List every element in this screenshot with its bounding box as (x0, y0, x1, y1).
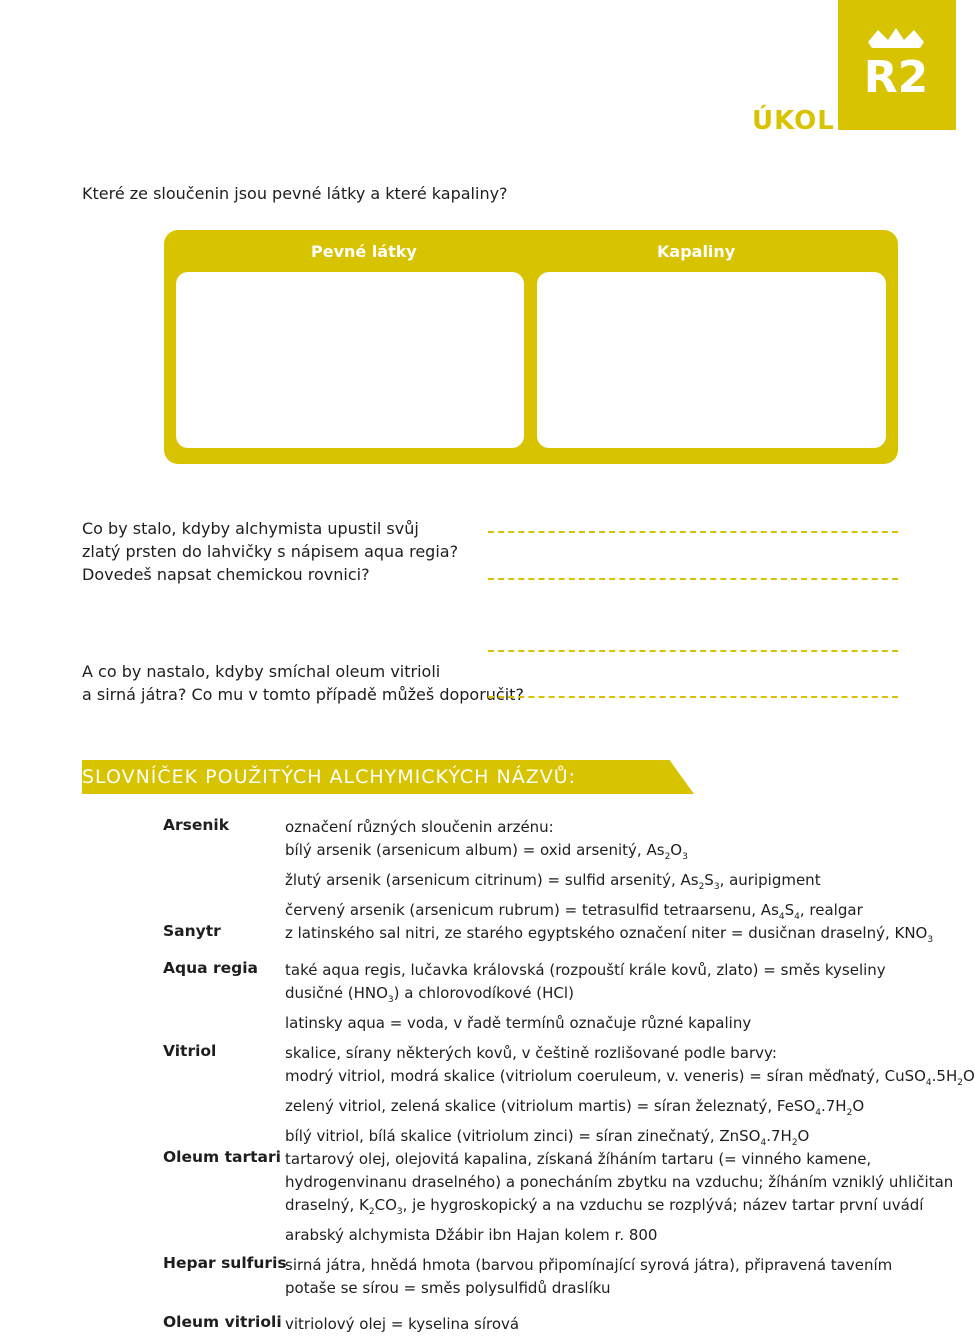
term-hepar-sulfuris: Hepar sulfuris (163, 1254, 287, 1272)
question-oleum (82, 660, 524, 706)
logo-text: R2 (863, 52, 929, 103)
definition-line: dusičné $(HNO_3)$ a chlorovodíkové (HCl) (285, 984, 574, 1005)
term-aqua-regia: Aqua regia (163, 959, 259, 977)
answer-line[interactable] (488, 650, 898, 652)
definition-line: zelený vitriol, zelená skalice (vitriolum martis) = síran železnatý, $FeSO_4.7H_2O$ (285, 1097, 865, 1118)
definition-line: hydrogenvinanu draselného) a ponecháním zbytku na vzduchu; žíháním vzniklý uhličitan (285, 1173, 954, 1191)
question-line: A co by nastalo, kdyby smíchal oleum vitrioli (82, 662, 441, 681)
definition-line: modrý vitriol, modrá skalice (vitriolum coeruleum, v. veneris) = síran měďnatý, $CuSO_4.5H_2O$ (285, 1067, 975, 1088)
definition-line: draselný, $K_2CO_3$, je hygroskopický a na vzduchu se rozplývá; název tartar první uvádí (285, 1196, 924, 1217)
definition-line: bílý vitriol, bílá skalice (vitriolum zinci) = síran zinečnatý, $ZnSO_4.7H_2O$ (285, 1127, 810, 1148)
definition-line: také aqua regis, lučavka královská (rozpouští krále kovů, zlato) = směs kyseliny (285, 961, 886, 979)
term-sanytr: Sanytr (163, 922, 221, 940)
definition-vitriol (285, 1042, 975, 1155)
definition-oleum-tartari (285, 1148, 954, 1247)
answer-table (164, 230, 898, 464)
definition-line: skalice, sírany některých kovů, v češtině rozlišované podle barvy: (285, 1044, 777, 1062)
answer-line[interactable] (488, 696, 898, 698)
question-aqua-regia (82, 517, 458, 586)
logo (838, 0, 956, 130)
definition-line: arabský alchymista Džábir ibn Hajan kolem r. 800 (285, 1226, 658, 1244)
term-arsenik: Arsenik (163, 816, 230, 834)
liquids-answer-cell[interactable] (537, 272, 886, 448)
question-line: Dovedeš napsat chemickou rovnici? (82, 565, 370, 584)
term-oleum-vitrioli: Oleum vitrioli (163, 1313, 282, 1331)
question-compounds: Které ze sloučenin jsou pevné látky a které kapaliny? (82, 184, 508, 203)
definition-sanytr (285, 922, 934, 952)
definition-oleum-vitrioli (285, 1313, 925, 1336)
glossary-title: SLOVNÍČEK POUŽITÝCH ALCHYMICKÝCH NÁZVŮ: (82, 766, 577, 788)
task-title: ÚKOL (752, 106, 835, 136)
answer-line[interactable] (488, 578, 898, 580)
definition-hepar-sulfuris (285, 1254, 925, 1300)
definition-line: latinsky aqua = voda, v řadě termínů označuje různé kapaliny (285, 1014, 752, 1032)
column-header-liquids: Kapaliny (657, 242, 736, 261)
definition-line: bílý arsenik (arsenicum album) = oxid arsenitý, $As_2O_3$ (285, 841, 688, 862)
question-line: a sirná játra? Co mu v tomto případě můžeš doporučit? (82, 685, 524, 704)
question-line: Co by stalo, kdyby alchymista upustil svůj (82, 519, 419, 538)
answer-line[interactable] (488, 531, 898, 533)
definition-line: sirná játra, hnědá hmota (barvou připomínající syrová játra), připravená tavením (285, 1256, 893, 1274)
definition-line: tartarový olej, olejovitá kapalina, získaná žíháním tartaru (= vinného kamene, (285, 1150, 872, 1168)
definition-line: potaše se sírou = směs polysulfidů draslíku (285, 1279, 611, 1297)
term-oleum-tartari: Oleum tartari (163, 1148, 281, 1166)
definition-arsenik (285, 816, 925, 929)
question-line: zlatý prsten do lahvičky s nápisem aqua regia? (82, 542, 459, 561)
term-vitriol: Vitriol (163, 1042, 217, 1060)
crown-icon (864, 26, 928, 102)
definition-line: z latinského sal nitri, ze starého egyptského označení niter = dusičnan draselný, $KNO_3$ (285, 924, 934, 945)
definition-line: vitriolový olej = kyselina sírová (285, 1315, 520, 1333)
definition-aqua-regia (285, 959, 925, 1035)
definition-line: červený arsenik (arsenicum rubrum) = tetrasulfid tetraarsenu, $As_4S_4$, realgar (285, 901, 863, 922)
definition-line: označení různých sloučenin arzénu: (285, 818, 554, 836)
column-header-solids: Pevné látky (311, 242, 417, 261)
solids-answer-cell[interactable] (176, 272, 524, 448)
definition-line: žlutý arsenik (arsenicum citrinum) = sulfid arsenitý, $As_2S_3$, auripigment (285, 871, 821, 892)
